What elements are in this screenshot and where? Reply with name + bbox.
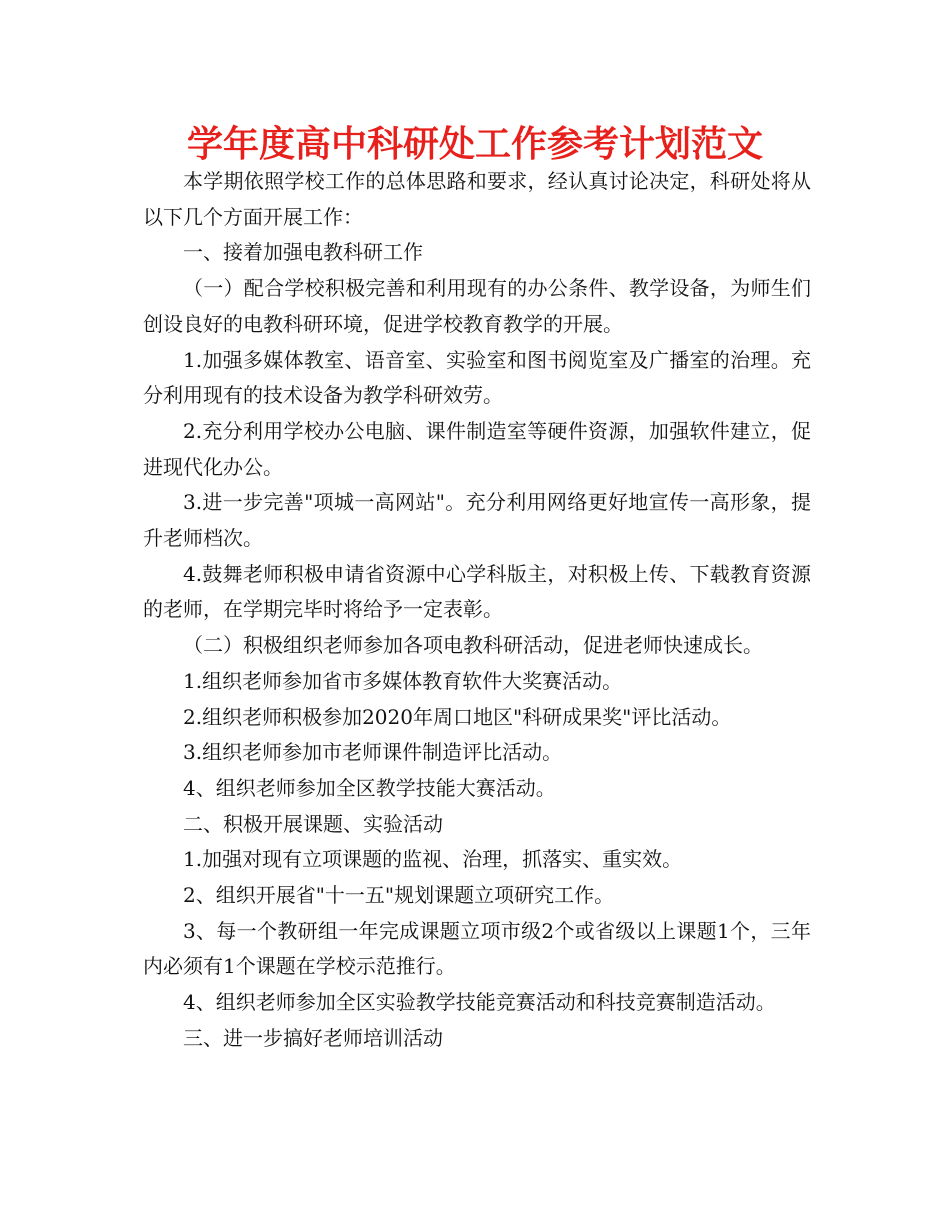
list-item: 4.鼓舞老师积极申请省资源中心学科版主，对积极上传、下载教育资源的老师，在学期完毕时将给予一定表彰。 — [143, 561, 811, 622]
list-item: 2.组织老师积极参加2020年周口地区"科研成果奖"评比活动。 — [183, 704, 732, 729]
list-item: 1.组织老师参加省市多媒体教育软件大奖赛活动。 — [183, 668, 623, 693]
subsection-heading-1-1: （一）配合学校积极完善和利用现有的办公条件、教学设备，为师生们创设良好的电教科研环境，促进学校教育教学的开展。 — [143, 276, 811, 336]
list-item: 1.加强多媒体教室、语音室、实验室和图书阅览室及广播室的治理。充分利用现有的技术设备为教学科研效劳。 — [143, 347, 811, 408]
paragraph-intro: 本学期依照学校工作的总体思路和要求，经认真讨论决定，科研处将从以下几个方面开展工作： — [143, 169, 811, 229]
list-item: 4、组织老师参加全区教学技能大赛活动。 — [183, 775, 556, 800]
list-item: 3.进一步完善"项城一高网站"。充分利用网络更好地宣传一高形象，提升老师档次。 — [143, 490, 811, 551]
section-heading-2: 二、积极开展课题、实验活动 — [183, 811, 443, 836]
document-title: 学年度高中科研处工作参考计划范文 — [186, 124, 763, 165]
document-body — [143, 164, 811, 1057]
section-heading-3: 三、进一步搞好老师培训活动 — [183, 1025, 443, 1050]
section-heading-1: 一、接着加强电教科研工作 — [183, 240, 423, 265]
list-item: 2、组织开展省"十一五"规划课题立项研究工作。 — [183, 883, 615, 908]
list-item: 3.组织老师参加市老师课件制造评比活动。 — [183, 740, 563, 765]
list-item: 2.充分利用学校办公电脑、课件制造室等硬件资源，加强软件建立，促进现代化办公。 — [143, 418, 811, 479]
list-item: 3、每一个教研组一年完成课题立项市级2个或省级以上课题1个，三年内必须有1个课题在学校示范推行。 — [143, 918, 811, 979]
list-item: 1.加强对现有立项课题的监视、治理，抓落实、重实效。 — [183, 847, 683, 872]
subsection-heading-1-2: （二）积极组织老师参加各项电教科研活动，促进老师快速成长。 — [183, 633, 763, 658]
list-item: 4、组织老师参加全区实验教学技能竞赛活动和科技竞赛制造活动。 — [183, 990, 776, 1015]
